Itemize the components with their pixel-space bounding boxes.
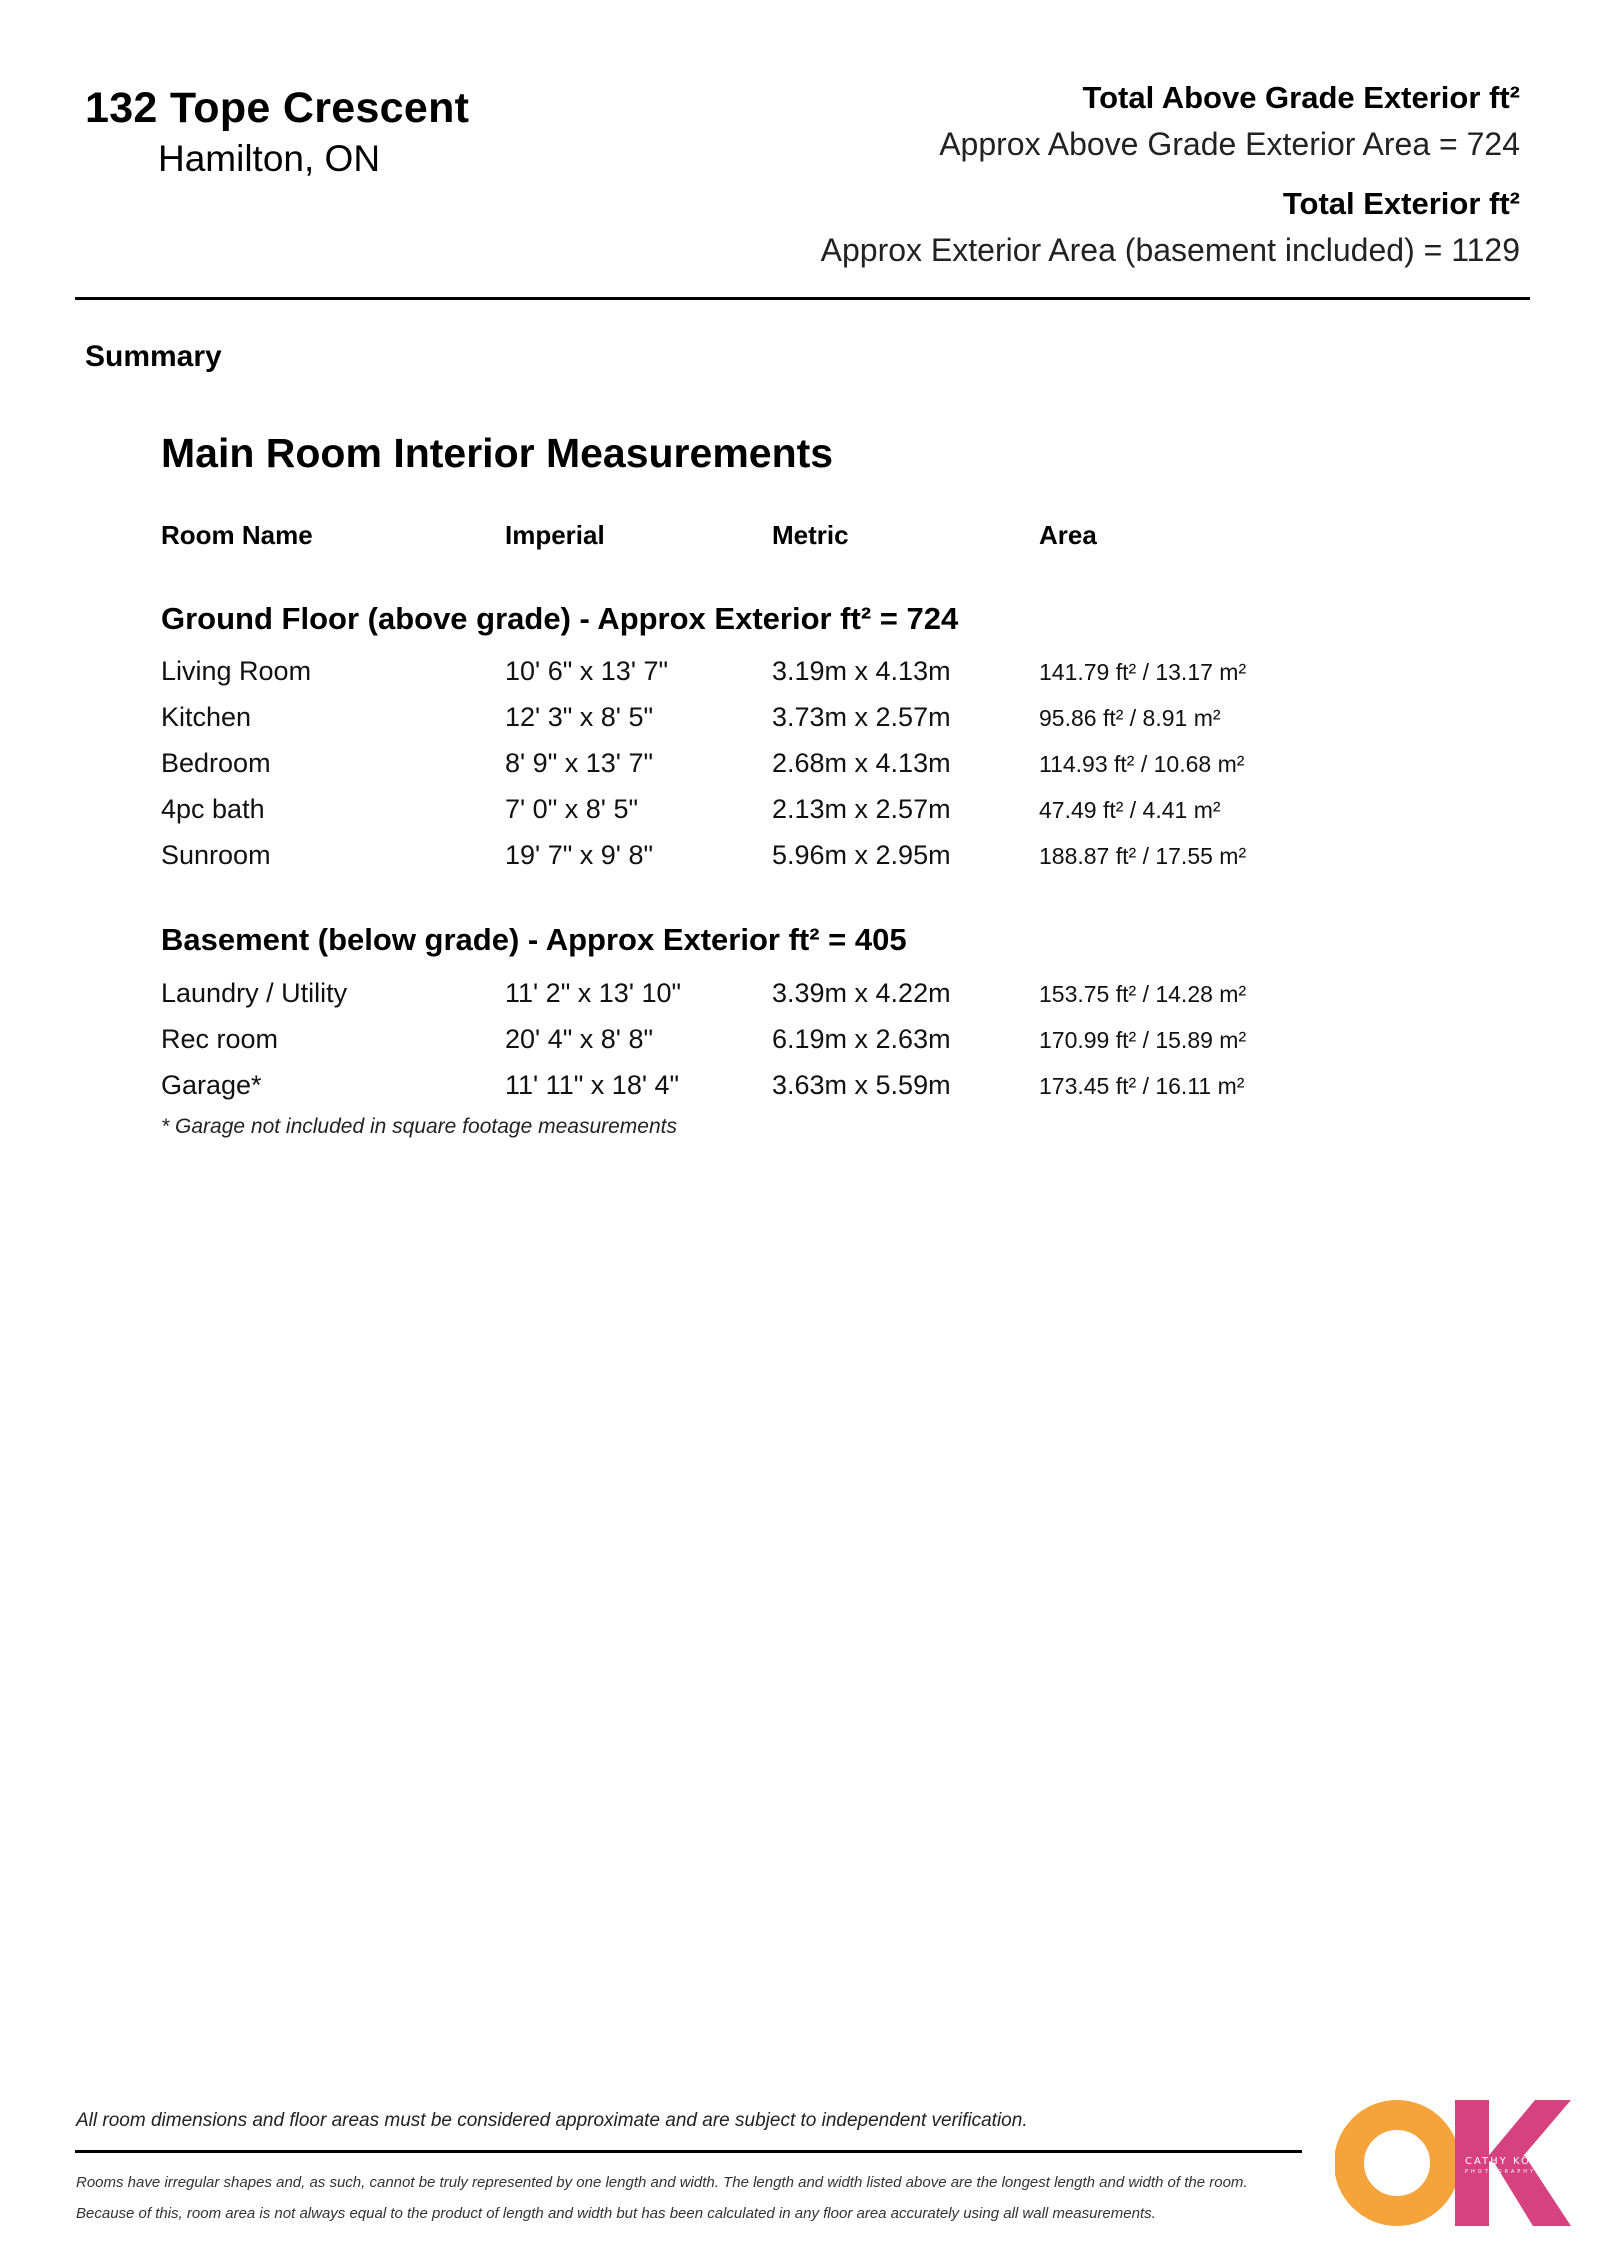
- metric-cell: 5.96m x 2.95m: [772, 840, 951, 870]
- logo-o-ring: [1349, 2115, 1445, 2211]
- logo-line-1: CATHY KOOP: [1465, 2156, 1549, 2167]
- area-cell: 173.45 ft² / 16.11 m²: [1039, 1073, 1245, 1099]
- metric-cell: 3.63m x 5.59m: [772, 1070, 951, 1100]
- room-name-cell: Laundry / Utility: [161, 978, 348, 1008]
- table-row: [0, 702, 1600, 742]
- page-title: Main Room Interior Measurements: [161, 430, 834, 476]
- room-name-cell: Garage*: [161, 1070, 262, 1100]
- column-header-metric: Metric: [772, 520, 849, 550]
- table-row: [0, 794, 1600, 834]
- footer-divider: [75, 2150, 1302, 2153]
- area-cell: 114.93 ft² / 10.68 m²: [1039, 751, 1245, 777]
- imperial-cell: 8' 9" x 13' 7": [505, 748, 654, 778]
- table-row: [0, 1070, 1600, 1110]
- table-row: [0, 748, 1600, 788]
- area-cell: 47.49 ft² / 4.41 m²: [1039, 797, 1221, 823]
- metric-cell: 2.68m x 4.13m: [772, 748, 951, 778]
- disclaimer-text: All room dimensions and floor areas must be considered approximate and are subject to independent verification.: [76, 2110, 1028, 2131]
- table-row: [0, 840, 1600, 880]
- section-heading-basement: Basement (below grade) - Approx Exterior ft² = 405: [161, 922, 907, 957]
- total-exterior-text: Approx Exterior Area (basement included) = 1129: [820, 232, 1520, 268]
- room-name-cell: Living Room: [161, 656, 312, 686]
- metric-cell: 2.13m x 2.57m: [772, 794, 951, 824]
- imperial-cell: 19' 7" x 9' 8": [505, 840, 654, 870]
- table-row: [0, 1024, 1600, 1064]
- metric-cell: 6.19m x 2.63m: [772, 1024, 951, 1054]
- header-divider: [75, 297, 1530, 300]
- metric-cell: 3.19m x 4.13m: [772, 656, 951, 686]
- logo-line-2: PHOTOGRAPHY: [1465, 2169, 1537, 2175]
- room-name-cell: Bedroom: [161, 748, 271, 778]
- imperial-cell: 11' 11" x 18' 4": [505, 1070, 680, 1100]
- above-grade-text: Approx Above Grade Exterior Area = 724: [939, 126, 1520, 162]
- area-cell: 188.87 ft² / 17.55 m²: [1039, 843, 1247, 869]
- above-grade-heading: Total Above Grade Exterior ft²: [1082, 80, 1520, 115]
- imperial-cell: 20' 4" x 8' 8": [505, 1024, 654, 1054]
- column-header-imperial: Imperial: [505, 520, 605, 550]
- area-cell: 95.86 ft² / 8.91 m²: [1039, 705, 1221, 731]
- room-name-cell: 4pc bath: [161, 794, 265, 824]
- fine-print-line-2: Because of this, room area is not always equal to the product of length and width but has been calculated in any floor area accurately using all wall measurements.: [76, 2205, 1156, 2222]
- table-row: [0, 656, 1600, 696]
- summary-label: Summary: [85, 340, 222, 373]
- metric-cell: 3.39m x 4.22m: [772, 978, 951, 1008]
- cathy-koop-photography-logo: [1335, 2098, 1575, 2228]
- table-row: [0, 978, 1600, 1018]
- address-line-1: 132 Tope Crescent: [85, 84, 470, 132]
- metric-cell: 3.73m x 2.57m: [772, 702, 951, 732]
- total-exterior-heading: Total Exterior ft²: [1282, 186, 1520, 221]
- room-name-cell: Sunroom: [161, 840, 271, 870]
- section-heading-ground-floor: Ground Floor (above grade) - Approx Exterior ft² = 724: [161, 601, 959, 636]
- room-name-cell: Rec room: [161, 1024, 279, 1054]
- imperial-cell: 10' 6" x 13' 7": [505, 656, 669, 686]
- fine-print-line-1: Rooms have irregular shapes and, as such, cannot be truly represented by one length and width. The length and width listed above are the longest length and width of the room.: [76, 2174, 1248, 2191]
- area-cell: 170.99 ft² / 15.89 m²: [1039, 1027, 1247, 1053]
- imperial-cell: 11' 2" x 13' 10": [505, 978, 682, 1008]
- garage-footnote: * Garage not included in square footage measurements: [161, 1115, 677, 1138]
- column-header-room-name: Room Name: [161, 520, 313, 550]
- imperial-cell: 7' 0" x 8' 5": [505, 794, 639, 824]
- area-cell: 141.79 ft² / 13.17 m²: [1039, 659, 1247, 685]
- column-header-area: Area: [1039, 520, 1097, 550]
- imperial-cell: 12' 3" x 8' 5": [505, 702, 654, 732]
- area-cell: 153.75 ft² / 14.28 m²: [1039, 981, 1247, 1007]
- address-line-2: Hamilton, ON: [158, 138, 381, 179]
- room-name-cell: Kitchen: [161, 702, 252, 732]
